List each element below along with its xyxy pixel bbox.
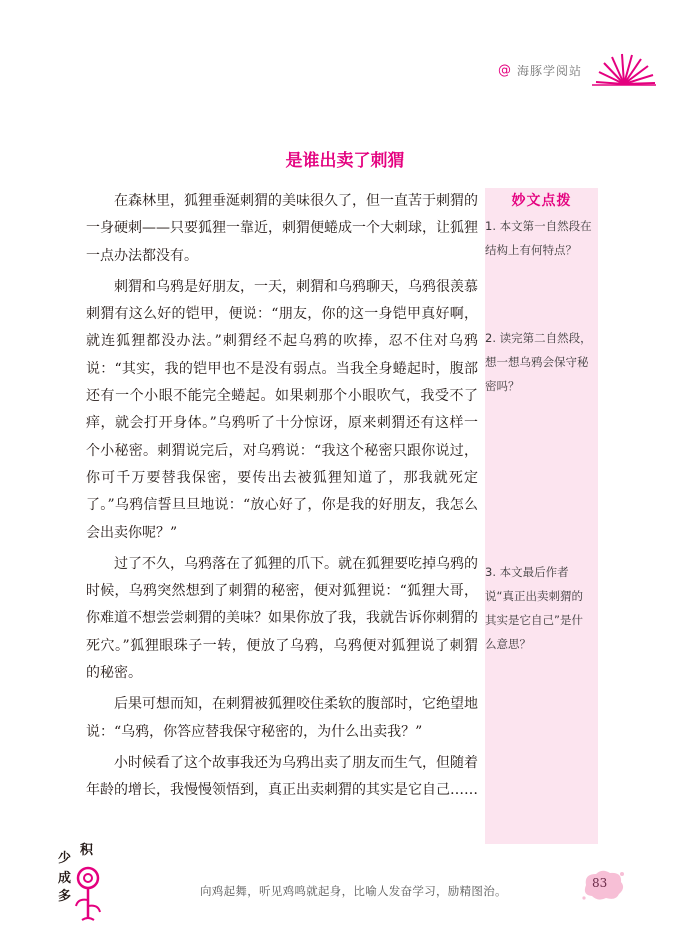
- sidebar-question-3: 3. 本文最后作者说“真正出卖刺猬的其实是它自己”是什么意思？: [485, 565, 583, 651]
- series-logo: [58, 840, 106, 930]
- paragraph: 在森林里，狐狸垂涎刺猬的美味很久了，但一直苦于刺猬的一身硬刺——只要狐狸一靠近，刺猬便蜷成一个大刺球，让狐狸一点办法都没有。: [86, 193, 478, 264]
- logo-char: 积: [80, 843, 94, 858]
- sidebar-question-1: 1. 本文第一自然段在结构上有何特点？: [485, 219, 592, 257]
- footer-idiom: 向鸡起舞，听见鸡鸣就起身，比喻人发奋学习，励精图治。: [200, 884, 507, 898]
- article-body: [86, 188, 478, 809]
- paragraph: 刺猬和乌鸦是好朋友，一天，刺猬和乌鸦聊天，乌鸦很羡慕刺猬有这么好的铠甲，便说：“朋友，你的这一身铠甲真好啊，就连狐狸都没办法。”刺猬经不起乌鸦的吹捧，忍不住对乌鸦说：“其实，我的铠甲也不是没有弱点。当我全身蜷起时，腹部还有一个小眼不能完全蜷起。如果刺那个小眼吹气，我受不了痒，就会打开身体。”乌鸦听了十分惊讶，原来刺猬还有这样一个小秘密。刺猬说完后，对乌鸦说：“我这个秘密只跟你说过，你可千万要替我保密，要传出去被狐狸知道了，那我就死定了。”乌鸦信誓旦旦地说：“放心好了，你是我的好朋友，我怎么会出卖你呢？”: [86, 278, 478, 541]
- logo-char: 多: [58, 889, 72, 904]
- sidebar-question-2: 2. 读完第二自然段，想一想乌鸦会保守秘密吗？: [485, 331, 592, 393]
- logo-char: 成: [58, 871, 72, 886]
- sunburst-decoration-icon: [592, 52, 656, 86]
- page-number: 83: [592, 876, 608, 890]
- paragraph: 小时候看了这个故事我还为乌鸦出卖了朋友而生气，但随着年龄的增长，我慢慢领悟到，真正出卖刺猬的其实是它自己……: [86, 754, 478, 799]
- paragraph: 过了不久，乌鸦落在了狐狸的爪下。就在狐狸要吃掉乌鸦的时候，乌鸦突然想到了刺猬的秘密，便对狐狸说：“狐狸大哥，你难道不想尝尝刺猬的美味？如果你放了我，我就告诉你刺猬的死穴。”狐狸眼珠子一转，便放了乌鸦，乌鸦便对狐狸说了刺猬的秘密。: [86, 555, 478, 682]
- article-title: 是谁出卖了刺猬: [285, 151, 405, 171]
- section-tag: [498, 62, 582, 79]
- logo-char: 少: [58, 851, 72, 866]
- section-label: 海豚学阅站: [517, 64, 583, 78]
- paragraph: 后果可想而知，在刺猬被狐狸咬住柔软的腹部时，它绝望地说：“乌鸦，你答应替我保守秘密的，为什么出卖我？”: [86, 696, 478, 740]
- tips-sidebar: [485, 188, 598, 844]
- sidebar-heading: 妙文点拨: [511, 193, 572, 209]
- at-icon: @: [498, 63, 511, 78]
